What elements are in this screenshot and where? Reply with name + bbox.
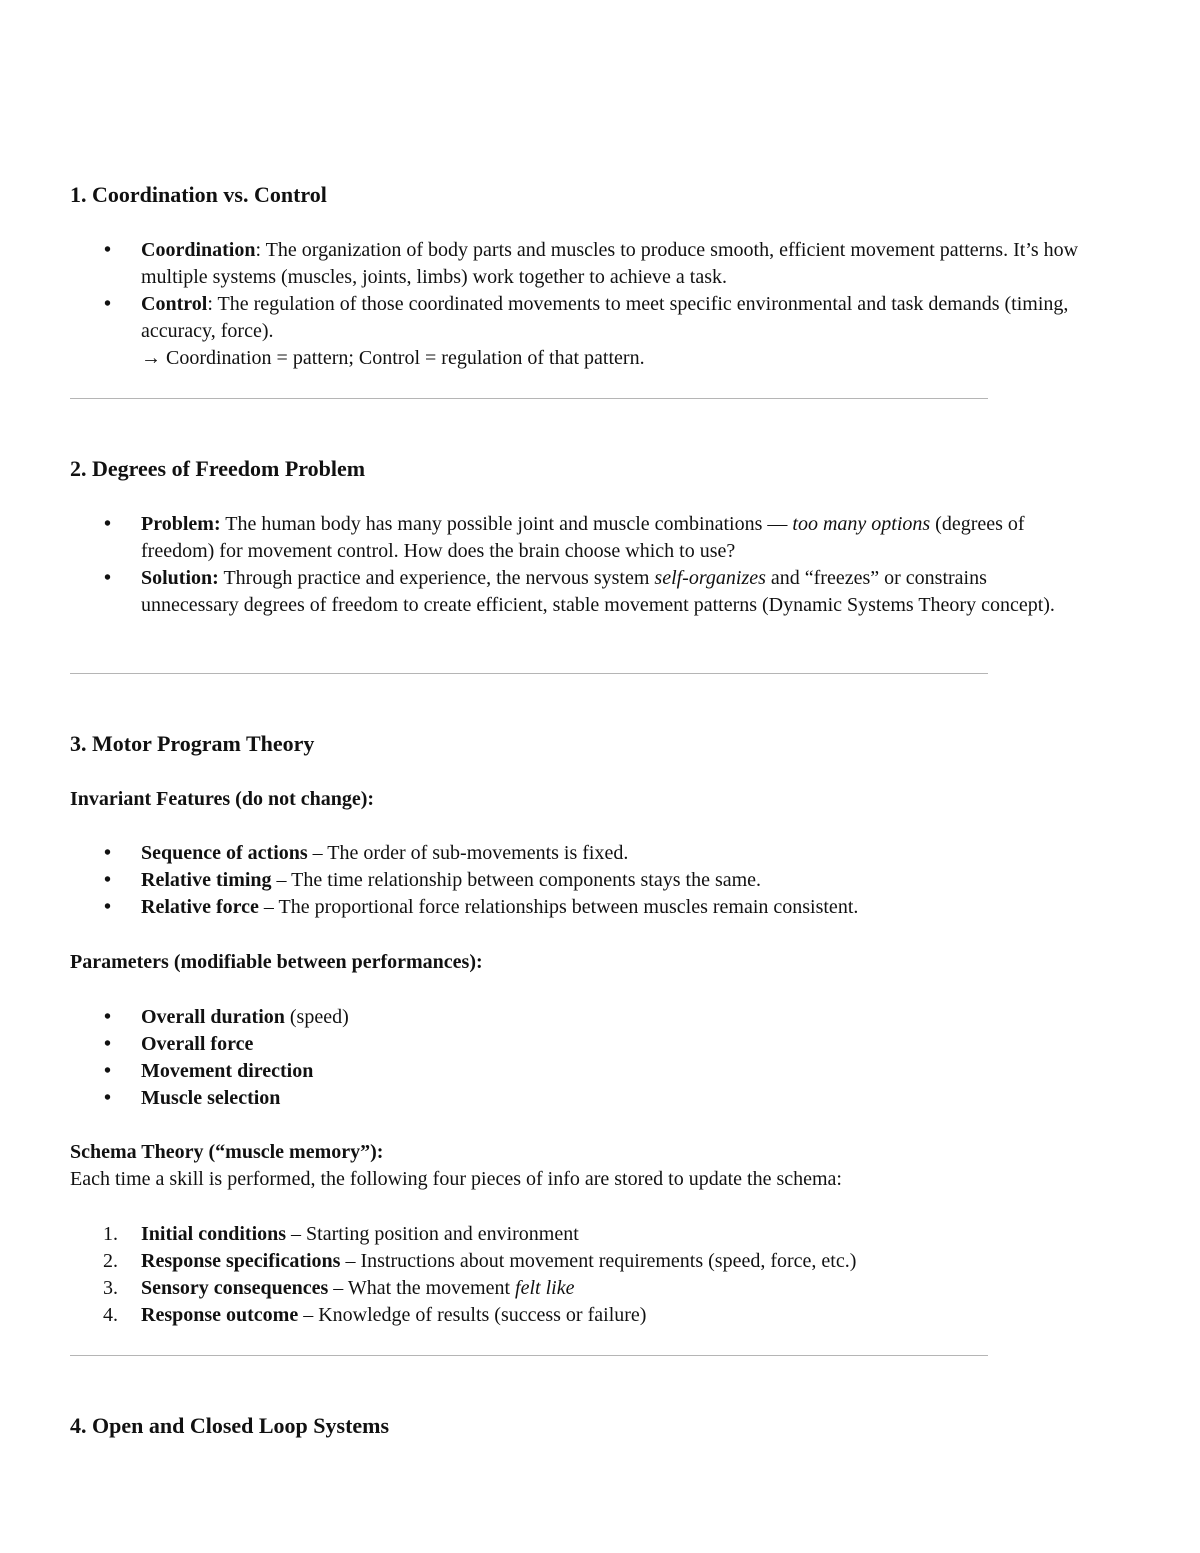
parameters-heading: Parameters (modifiable between performances): [70, 951, 483, 973]
list-item: • Coordination: The organization of body parts and muscles to produce smooth, efficient movement patterns. It’s how multiple systems (muscles, joints, limbs) work together to achieve a task. [70, 237, 1080, 291]
invariant-features-heading: Invariant Features (do not change): [70, 788, 375, 810]
schema-theory-intro: Each time a skill is performed, the following four pieces of info are stored to update the schema: [70, 1168, 842, 1190]
schema-theory-block [70, 1139, 1080, 1193]
list-item: • Solution: Through practice and experience, the nervous system self-organizes and “freezes” or constrains unnecessary degrees of freedom to create efficient, stable movement patterns (Dynamic Systems Theory concept). [70, 565, 1080, 619]
term: Coordination [141, 239, 256, 261]
term: Problem: [141, 513, 221, 535]
list-item: • Overall force [70, 1031, 1080, 1058]
term: Solution: [141, 567, 219, 589]
list-item: • Relative timing – The time relationship between components stays the same. [70, 867, 1080, 894]
list-item: • Relative force – The proportional force relationships between muscles remain consistent. [70, 894, 1080, 921]
section-4-title: 4. Open and Closed Loop Systems [70, 1413, 390, 1438]
invariant-features-list [70, 840, 1080, 921]
list-item: • Sequence of actions – The order of sub-movements is fixed. [70, 840, 1080, 867]
section-2-list [70, 511, 1080, 619]
schema-theory-heading: Schema Theory (“muscle memory”): [70, 1141, 384, 1163]
list-item: 1. Initial conditions – Starting position and environment [103, 1223, 579, 1245]
description: The organization of body parts and muscles to produce smooth, efficient movement patterns. It’s how multiple systems (muscles, joints, limbs) work together to achieve a task. [141, 239, 1079, 288]
list-item: • Problem: The human body has many possible joint and muscle combinations — too many options (degrees of freedom) for movement control. How does the brain choose which to use? [70, 511, 1080, 565]
term: Control [141, 293, 208, 315]
section-1-title: 1. Coordination vs. Control [70, 182, 327, 207]
section-3-title: 3. Motor Program Theory [70, 731, 315, 756]
description: The regulation of those coordinated movements to meet specific environmental and task demands (timing, accuracy, force). [141, 293, 1069, 342]
list-item: 4. Response outcome – Knowledge of results (success or failure) [103, 1304, 647, 1326]
section-1-list [70, 237, 1080, 372]
divider [70, 1355, 988, 1356]
divider [70, 398, 988, 399]
emphasis: felt like [515, 1277, 575, 1299]
list-item: • Overall duration (speed) [70, 1004, 1080, 1031]
parameters-list [70, 1004, 1080, 1112]
summary-note: → Coordination = pattern; Control = regulation of that pattern. [141, 347, 645, 369]
list-item: • Movement direction [70, 1058, 1080, 1085]
divider [70, 673, 988, 674]
list-item: • Control: The regulation of those coordinated movements to meet specific environmental and task demands (timing, accuracy, force). → Coordination = pattern; Control = regulation of that pattern. [70, 291, 1080, 372]
list-item: • Muscle selection [70, 1085, 1080, 1112]
schema-list [70, 1221, 1080, 1329]
emphasis: self-organizes [654, 567, 766, 589]
emphasis: too many options [792, 513, 931, 535]
section-2-title: 2. Degrees of Freedom Problem [70, 456, 366, 481]
list-item: 2. Response specifications – Instructions about movement requirements (speed, force, etc.) [103, 1250, 857, 1272]
list-item: 3. Sensory consequences – What the movement felt like [103, 1277, 575, 1299]
